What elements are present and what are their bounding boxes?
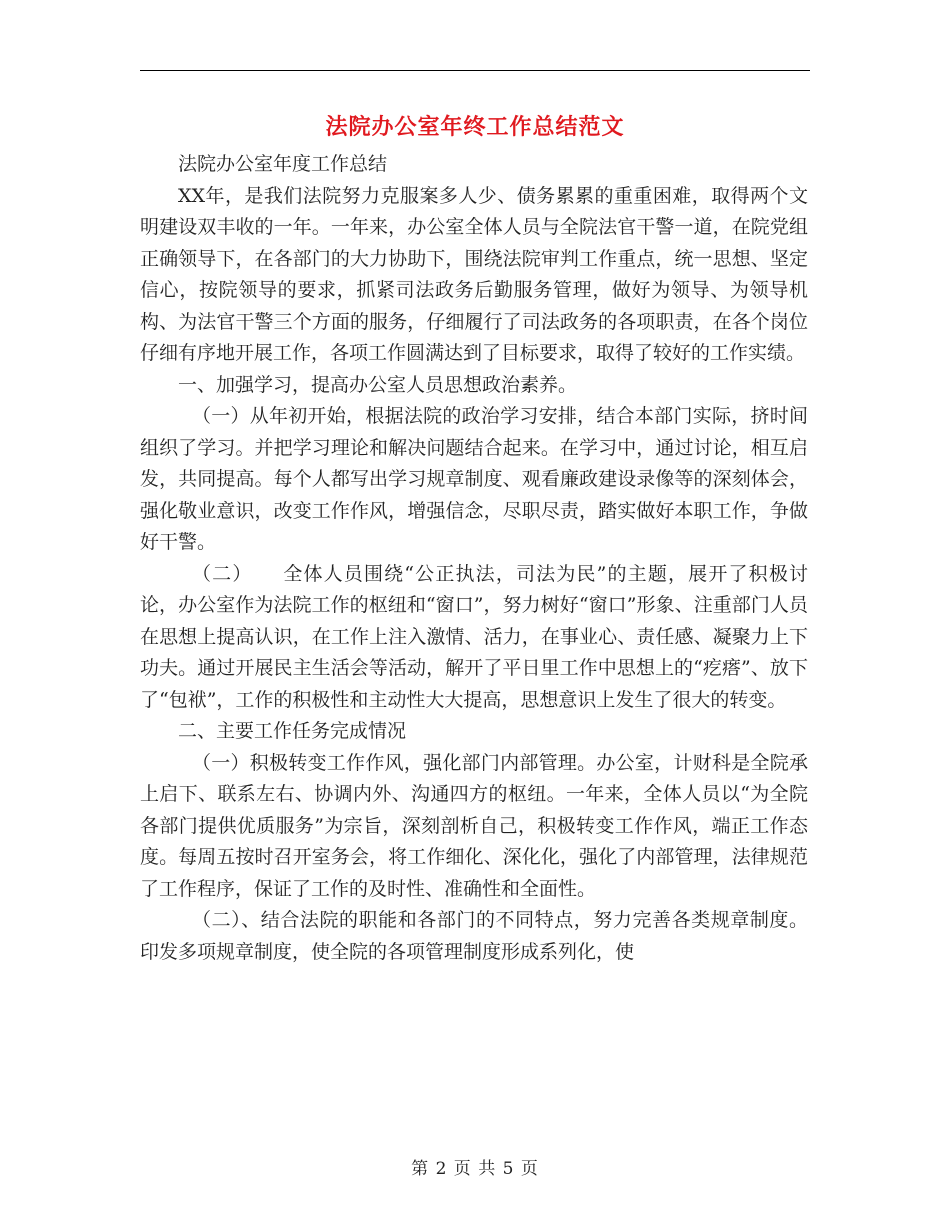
section-heading-2: 二、主要工作任务完成情况: [178, 720, 407, 742]
body-paragraph: （二） 全体人员围绕“公正执法，司法为民”的主题，展开了积极讨论，办公室作为法院工作的枢纽和“窗口”，努力树好“窗口”形象、注重部门人员在思想上提高认识，在工作上注入激情、活力，在事业心、责任感、凝聚力上下功夫。通过开展民主生活会等活动，解开了平日里工作中思想上的“疙瘩”、放下了“包袱”，工作的积极性和主动性大大提高，思想意识上发生了很大的转变。: [140, 562, 808, 711]
document-body: [140, 149, 808, 968]
body-paragraph: （一）从年初开始，根据法院的政治学习安排，结合本部门实际，挤时间组织了学习。并把学习理论和解决问题结合起来。在学习中，通过讨论，相互启发，共同提高。每个人都写出学习规章制度、观看廉政建设录像等的深刻体会，强化敬业意识，改变工作作风，增强信念，尽职尽责，踏实做好本职工作，争做好干警。: [140, 405, 808, 553]
document-title: 法院办公室年终工作总结范文: [325, 115, 625, 140]
subtitle-paragraph: 法院办公室年度工作总结: [178, 153, 388, 175]
body-paragraph: （二）、结合法院的职能和各部门的不同特点，努力完善各类规章制度。印发多项规章制度，使全院的各项管理制度形成系列化，使: [140, 909, 808, 963]
header-rule: [140, 70, 810, 71]
body-paragraph: （一）积极转变工作作风，强化部门内部管理。办公室，计财科是全院承上启下、联系左右、协调内外、沟通四方的枢纽。一年来，全体人员以“为全院各部门提供优质服务”为宗旨，深刻剖析自己，积极转变工作作风，端正工作态度。每周五按时召开室务会，将工作细化、深化化，强化了内部管理，法律规范了工作程序，保证了工作的及时性、准确性和全面性。: [140, 751, 808, 900]
page-number-footer: 第 2 页 共 5 页: [411, 1159, 539, 1179]
intro-paragraph: XX年，是我们法院努力克服案多人少、债务累累的重重困难，取得两个文明建设双丰收的一年。一年来，办公室全体人员与全院法官干警一道，在院党组正确领导下，在各部门的大力协助下，围绕法院审判工作重点，统一思想、坚定信心，按院领导的要求，抓紧司法政务后勤服务管理，做好为领导、为领导机构、为法官干警三个方面的服务，仔细履行了司法政务的各项职责，在各个岗位仔细有序地开展工作，各项工作圆满达到了目标要求，取得了较好的工作实绩。: [140, 184, 808, 364]
section-heading-1: 一、加强学习，提高办公室人员思想政治素养。: [178, 373, 578, 396]
